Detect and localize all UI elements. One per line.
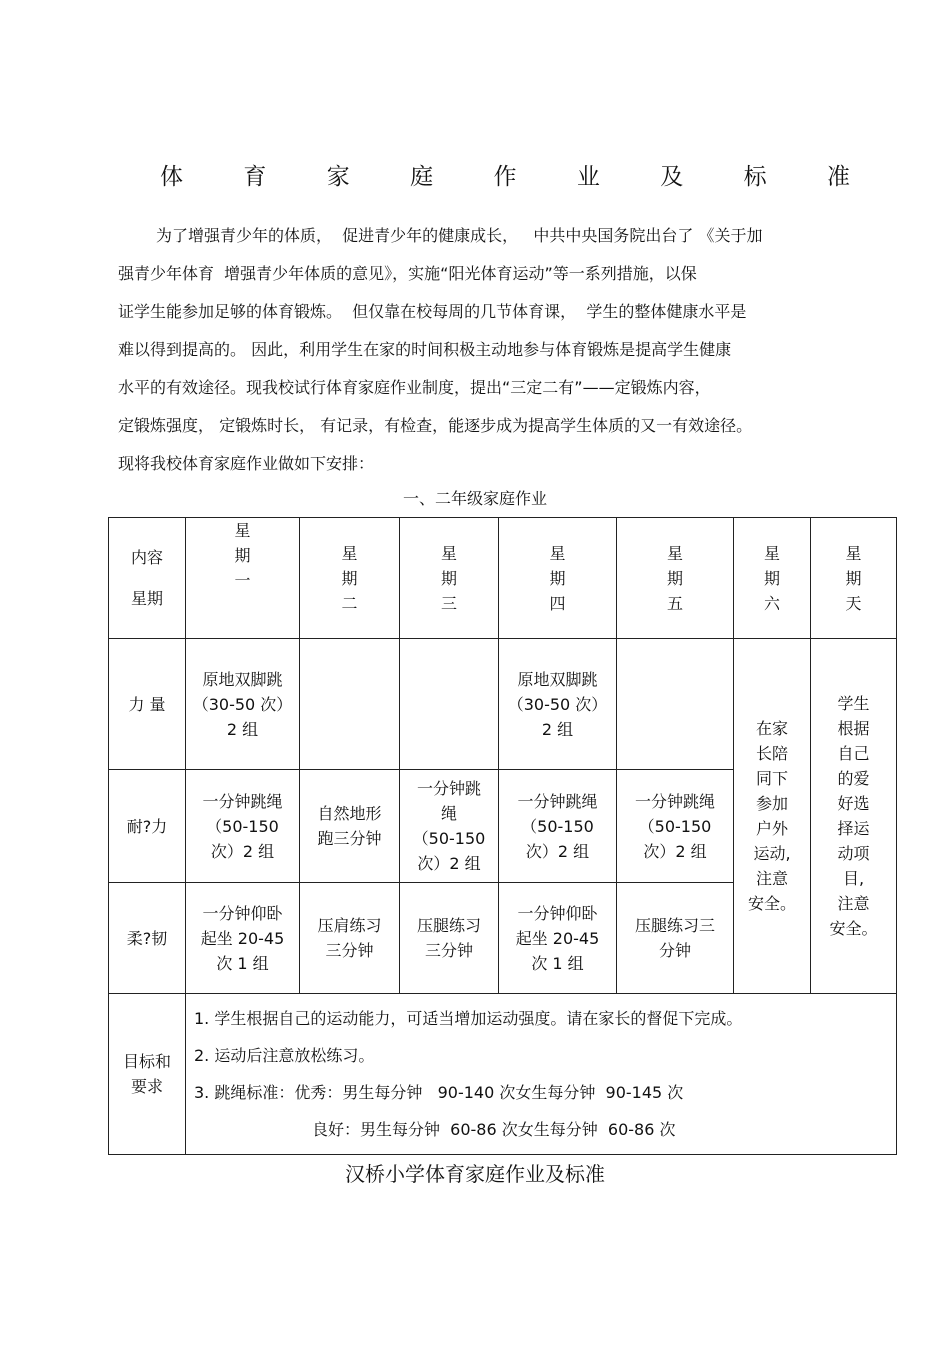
strength-fri-cell [617, 639, 734, 770]
title-char: 庭 [410, 164, 434, 190]
day-header-fri: 星 期 五 [617, 518, 734, 639]
flexibility-thu-cell: 一分钟仰卧 起坐 20-45 次 1 组 [499, 883, 617, 994]
endurance-fri-cell: 一分钟跳绳 （50-150 次）2 组 [617, 770, 734, 883]
strength-mon-cell: 原地双脚跳 （30-50 次） 2 组 [186, 639, 300, 770]
day-header-thu: 星 期 四 [499, 518, 617, 639]
endurance-wed-cell: 一分钟跳 绳 （50-150 次）2 组 [400, 770, 499, 883]
goal-line: 良好：男生每分钟 60-86 次女生每分钟 60-86 次 [312, 1120, 676, 1139]
goal-label-cell: 目标和 要求 [109, 994, 186, 1155]
endurance-tue-cell: 自然地形 跑三分钟 [300, 770, 400, 883]
day-header-wed: 星 期 三 [400, 518, 499, 639]
corner-label-weekday: 星期 [130, 589, 163, 608]
intro-line: 现将我校体育家庭作业做如下安排： [118, 454, 375, 473]
goals-row [109, 994, 897, 1155]
flexibility-wed-cell: 压腿练习 三分钟 [400, 883, 499, 994]
intro-line: 水平的有效途径。现我校试行体育家庭作业制度，提出“三定二有”——定锻炼内容， [118, 378, 711, 397]
title-char: 作 [493, 164, 517, 190]
title-char: 体 [160, 164, 183, 190]
goal-text-cell [186, 994, 897, 1155]
strength-row [109, 639, 897, 770]
flexibility-tue-cell: 压肩练习 三分钟 [300, 883, 400, 994]
row-label-strength: 力 量 [109, 639, 186, 770]
row-label-endurance: 耐?力 [109, 770, 186, 883]
corner-label-content: 内容 [130, 548, 163, 567]
goal-line: 2. 运动后注意放松练习。 [194, 1046, 375, 1065]
flexibility-mon-cell: 一分钟仰卧 起坐 20-45 次 1 组 [186, 883, 300, 994]
document-title [160, 158, 850, 191]
day-header-tue: 星 期 二 [300, 518, 400, 639]
goal-line: 1. 学生根据自己的运动能力，可适当增加运动强度。请在家长的督促下完成。 [194, 1009, 743, 1028]
intro-line: 证学生能参加足够的体育锻炼。 但仅靠在校每周的几节体育课， 学生的整体健康水平是 [118, 302, 747, 321]
intro-line: 为了增强青少年的体质， 促进青少年的健康成长， 中共中央国务院出台了 《关于加 [156, 226, 763, 245]
strength-thu-cell: 原地双脚跳 （30-50 次） 2 组 [499, 639, 617, 770]
sunday-cell: 学生 根据 自己 的爱 好选 择运 动项 目, 注意 安全。 [811, 639, 897, 994]
section-title: 一、二年级家庭作业 [402, 489, 547, 508]
corner-header-cell [109, 518, 186, 639]
title-char: 准 [827, 164, 850, 190]
endurance-thu-cell: 一分钟跳绳 （50-150 次）2 组 [499, 770, 617, 883]
day-header-mon: 星 期 一 [186, 518, 300, 639]
footer-title: 汉桥小学体育家庭作业及标准 [345, 1162, 605, 1186]
title-char: 业 [576, 164, 600, 190]
intro-paragraph [118, 217, 838, 483]
endurance-mon-cell: 一分钟跳绳 （50-150 次）2 组 [186, 770, 300, 883]
intro-line: 强青少年体育 增强青少年体质的意见》，实施“阳光体育运动”等一系列措施，以保 [118, 264, 697, 283]
goal-line: 3. 跳绳标准：优秀：男生每分钟 90-140 次女生每分钟 90-145 次 [194, 1083, 684, 1102]
intro-line: 难以得到提高的。 因此，利用学生在家的时间积极主动地参与体育锻炼是提高学生健康 [118, 340, 732, 359]
strength-tue-cell [300, 639, 400, 770]
intro-line: 定锻炼强度， 定锻炼时长， 有记录，有检查，能逐步成为提高学生体质的又一有效途径。 [118, 416, 753, 435]
title-char: 及 [660, 164, 684, 190]
title-char: 育 [243, 164, 267, 190]
title-char: 家 [326, 164, 350, 190]
title-char: 标 [743, 164, 767, 190]
day-header-sun: 星 期 天 [811, 518, 897, 639]
row-label-flexibility: 柔?韧 [109, 883, 186, 994]
strength-wed-cell [400, 639, 499, 770]
flexibility-fri-cell: 压腿练习三 分钟 [617, 883, 734, 994]
saturday-cell: 在家 长陪 同下 参加 户外 运动, 注意 安全。 [734, 639, 811, 994]
day-header-sat: 星 期 六 [734, 518, 811, 639]
table-header-row [109, 518, 897, 639]
homework-table [108, 517, 897, 1155]
